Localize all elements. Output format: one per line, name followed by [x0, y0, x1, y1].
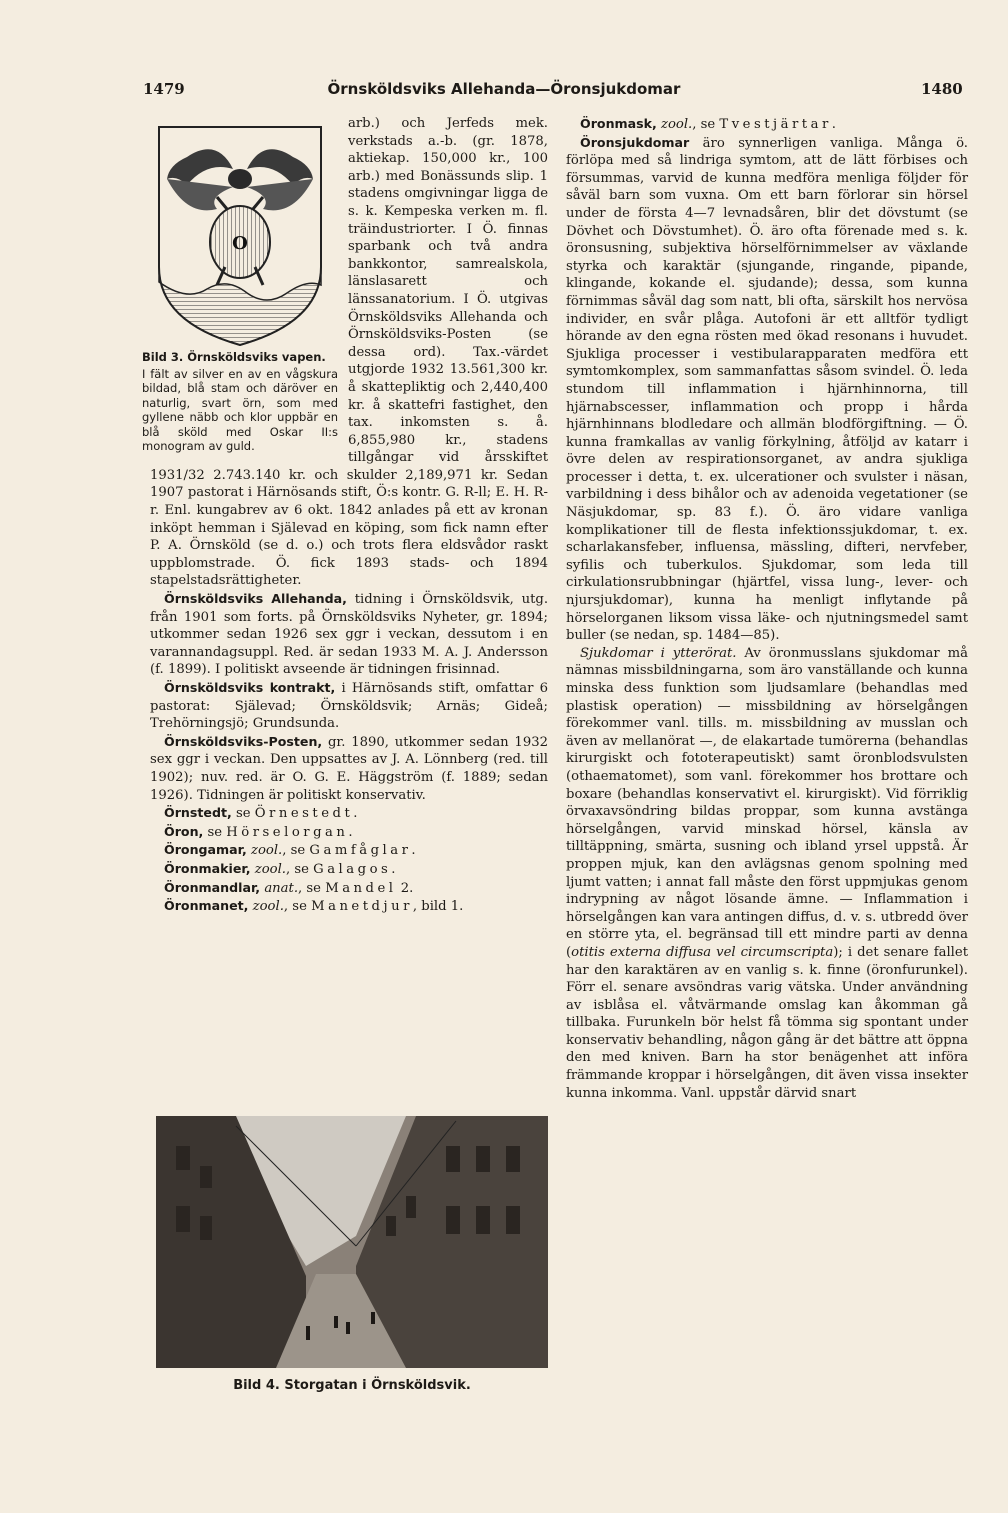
article-continuation-text: arb.) och Jerfeds mek. verkstads a.-b. (gr. 1878, aktiekap. 150,000 kr., 100 arb.) med Bonässunds slip. 1 stadens omgivningar ligga de s. k. Kempeska verken m. fl. träindustriorter. I Ö. finnas sparbank och två andra bankkontor, samrealskola, länslasarett och länssanatorium. I Ö. utgivas Örnsköldsviks Allehanda och Örnsköldsviks-Posten (se dessa ord). Tax.-värdet utgjorde 1932 13.561,300 kr. å skattepliktig och 2,440,400 kr. å skattefri fastighet, den tax. inkomsten s. å. 6,855,980 kr., stadens tillgångar vid årsskiftet 1931/32 2.743.140 kr. och skulder 2,189,971 kr. Sedan 1907 pastorat i Härnösands stift, Ö:s kontr. G. R-ll; E. H. R-r. Enl. kungabrev av 6 okt. 1842 anlades på ett av kronan inköpt hemman i Själevad en köping, som fick namn efter P. A. Örnsköld (se d. o.) och trots flera eldsvådor raskt uppblomstrade. Ö. fick 1893 stads- och 1894 stapelstadsrättigheter.	[150, 116, 548, 589]
ref-domain: zool.	[254, 861, 286, 877]
section-ytterorat-text2: ); i det senare fallet har den karaktären av en vanlig s. k. finne (öronfurunkel). Förr el. senare avsöndras varig vätska. Under användning av isblåsa el. våtvärmande omslag kan åkomman gå tillbaka. Furunkeln bör helst få tömma sig spontant under konservativ behandling, någon gång är det bättre att öppna den med kniven. Barn ha stor benägenhet att införa främmande kroppar i hörselgången, dit även vissa insekter kunna inkomma. Vanl. uppstår därvid snart	[566, 944, 968, 1101]
ref-target: Hörselorgan	[226, 824, 349, 840]
entry-oronmask-domain: zool.	[661, 117, 693, 132]
ref-post: .	[353, 806, 358, 822]
section-ytterorat-text: Av öronmusslans sjukdomar må nämnas missbildningarna, som äro vanställande och kunna minska dess funktion som ljudsamlare (behandlas med plastisk operation) — missbildning av hörselgången förekommer vanl. tills. m. missbildning av musslan och även av mellanörat —, de elakartade tumörerna (behandlas kirurgiskt och fototerapeutiskt) samt öronblodsvulsten (othaematomet), som vanl. förekommer hos brottare och boxare (behandlas konservativt el. kirurgiskt). Vid förriklig örvaxavsöndring bildas proppar, som kunna avstänga hörselgången, varvid minskad hörsel, känsla av tilltäppning, smärta, susning och ibland yrsel uppstå. Är proppen mjuk, kan den avlägsnas genom spolning med ljumt vatten; i annat fall måste den först uppmjukas genom indrypning av något lösande ämne. — Inflammation i hörselgången kan vara antingen diffus, d. v. s. utbredd över en större yta, el. begränsad till ett mindre parti av denna (	[566, 645, 968, 960]
svg-text:O: O	[232, 233, 248, 254]
ref-head: Öron,	[164, 823, 204, 839]
article-continuation	[142, 115, 548, 590]
ref-post: , bild 1.	[412, 899, 464, 915]
right-column	[566, 115, 968, 1102]
ref-post: .	[411, 843, 416, 859]
section-ytterorat	[566, 645, 968, 1102]
coat-of-arms-caption	[142, 350, 338, 454]
coat-of-arms-caption-text: I fält av silver en av en vågskura bildad, blå stam och däröver en naturlig, svart örn, som med gyllene näbb och klor uppbär en blå sköld med Oskar II:s monogram av guld.	[142, 366, 338, 454]
ref-post: 2.	[396, 880, 414, 896]
entry-posten-text: gr. 1890, utkommer sedan 1932 sex ggr i veckan. Den uppsattes av J. A. Lönnberg (red. till 1902); nuv. red. är O. G. E. Häggström (f. 1889; sedan 1926). Tidningen är politiskt konservativ.	[150, 734, 548, 803]
entry-allehanda-text: tidning i Örnsköldsvik, utg. från 1901 som forts. på Örnsköldsviks Nyheter, gr. 1894; utkommer sedan 1926 sex ggr i veckan, dessutom i en varannandagsuppl. Red. är sedan 1933 M. A. J. Andersson (f. 1899). I politiskt avseende är tidningen frisinnad.	[150, 592, 549, 678]
ref-domain: zool.	[251, 843, 283, 859]
ref-domain: zool.	[252, 899, 284, 915]
section-ytterorat-head: Sjukdomar i ytterörat.	[580, 645, 737, 661]
ref-target: Mandel	[325, 880, 397, 896]
street-photo	[156, 1116, 548, 1368]
entry-kontrakt	[150, 679, 548, 733]
ref-target: Örnestedt	[254, 806, 354, 822]
entry-kontrakt-head: Örnsköldsviks kontrakt,	[164, 680, 336, 695]
entry-oronmask-head: Öronmask,	[580, 116, 657, 131]
entry-oronsjukdomar-text: äro synnerligen vanliga. Många ö. förlöpa med så lindriga symtom, att de lätt förbises och försummas, varvid de kunna medföra menliga följder för såväl barn som vuxna. Om ett barn förlorar sin hörsel under de första 4—7 levnadsåren, blir det dövstumt (se Dövhet och Dövstumhet). Ö. äro ofta förenade med s. k. öronsusning, subjektiva hörselförnimmelser av växlande styrka och karaktär (sjungande, ringande, pipande, klingande, kokande el. sjudande); dessa, som kunna förnimmas såväl dag som natt, bli ofta, särskilt hos nervösa individer, en svår plåga. Autofoni är ett alltför tydligt hörande av den egna rösten med ökad resonans i huvudet. Sjukliga processer i vestibularapparaten medföra ett symtomkomplex, som sammanfattas såsom svindel. Ö. leda stundom till inflammation i hjärnhinnorna, till hjärnabscesser, inflammation och propp i hårda hjärnhinnans blodledare och allmän blodförgiftning. — Ö. kunna framkallas av vanlig förkylning, åtföljd av katarr i övre delen av respirationsorganet, av andra sjukliga processer i detta, t. ex. ulcerationer och svulster i näsan, varbildning i dess bihålor och av adenoida vegetationer (se Näsjukdomar, sp. 83 f.). Ö. äro vidare vanliga komplikationer till de flesta infektionssjukdomar, t. ex. scharlakansfeber, influensa, mässling, difteri, nervfeber, syfilis och tuberkulos. Sjukdomar, som leda till cirkulationsrubbningar (hjärtfel, vissa lung-, lever- och njursjukdomar), kunna ha menligt inflytande på hörselorganen liksom vissa läke- och njutningsmedel samt buller (se nedan, sp. 1484—85).	[566, 135, 968, 644]
coat-of-arms-icon	[147, 117, 333, 349]
ref-oronmandlar: Öronmandlar, anat., se Mandel 2.	[164, 879, 414, 896]
ref-target: Gamfåglar	[309, 843, 412, 859]
ref-oronmanet: Öronmanet, zool., se Manetdjur, bild 1.	[164, 898, 464, 915]
entry-oronmask-target: Tvestjärtar	[719, 117, 832, 132]
coat-of-arms-figure	[142, 117, 338, 454]
ref-post: .	[348, 824, 353, 840]
left-column	[142, 115, 549, 916]
ref-oronmakier: Öronmakier, zool., se Galagos.	[164, 860, 396, 877]
section-ytterorat-latin: otitis externa diffusa vel circumscripta	[571, 944, 834, 960]
ref-pre: se	[203, 824, 227, 840]
ref-head: Örnstedt,	[164, 805, 232, 821]
ref-target: Galagos	[313, 861, 392, 877]
page-header	[0, 80, 1008, 106]
entry-posten	[150, 733, 548, 804]
coat-of-arms-caption-title: Bild 3. Örnsköldsviks vapen.	[142, 350, 326, 364]
entry-kontrakt-text: i Härnösands stift, omfattar 6 pastorat: Själevad; Örnsköldsvik; Arnäs; Gideå; Trehörningsjö; Grundsunda.	[150, 681, 548, 732]
entry-posten-head: Örnsköldsviks-Posten,	[164, 733, 323, 749]
ref-head: Öronmakier,	[164, 860, 251, 876]
ref-head: Öronmandlar,	[164, 879, 261, 895]
entry-oronmask-post: .	[831, 117, 836, 132]
entry-oronmask-pre: , se	[692, 117, 720, 132]
photo-caption: Bild 4. Storgatan i Örnsköldsvik.	[233, 1378, 471, 1393]
page-number-left: 1479	[143, 80, 185, 98]
entry-oronsjukdomar	[566, 134, 968, 645]
ref-domain: anat.	[264, 880, 299, 896]
entry-oronsjukdomar-head: Öronsjukdomar	[580, 134, 690, 150]
entry-oronmask	[566, 115, 968, 134]
page-number-right: 1480	[921, 80, 963, 98]
ref-pre: se	[231, 806, 255, 822]
entry-allehanda-head: Örnsköldsviks Allehanda,	[164, 591, 347, 607]
running-title: Örnsköldsviks Allehanda—Öronsjukdomar	[327, 80, 681, 98]
ref-orongamar: Örongamar, zool., se Gamfåglar.	[164, 842, 416, 859]
ref-oron	[150, 823, 548, 842]
ref-target: Manetdjur	[311, 899, 413, 915]
entry-allehanda	[150, 590, 548, 679]
ref-ornstedt	[150, 804, 548, 823]
ref-post: .	[391, 861, 396, 877]
ref-head: Öronmanet,	[164, 898, 249, 914]
ref-head: Örongamar,	[164, 842, 247, 858]
